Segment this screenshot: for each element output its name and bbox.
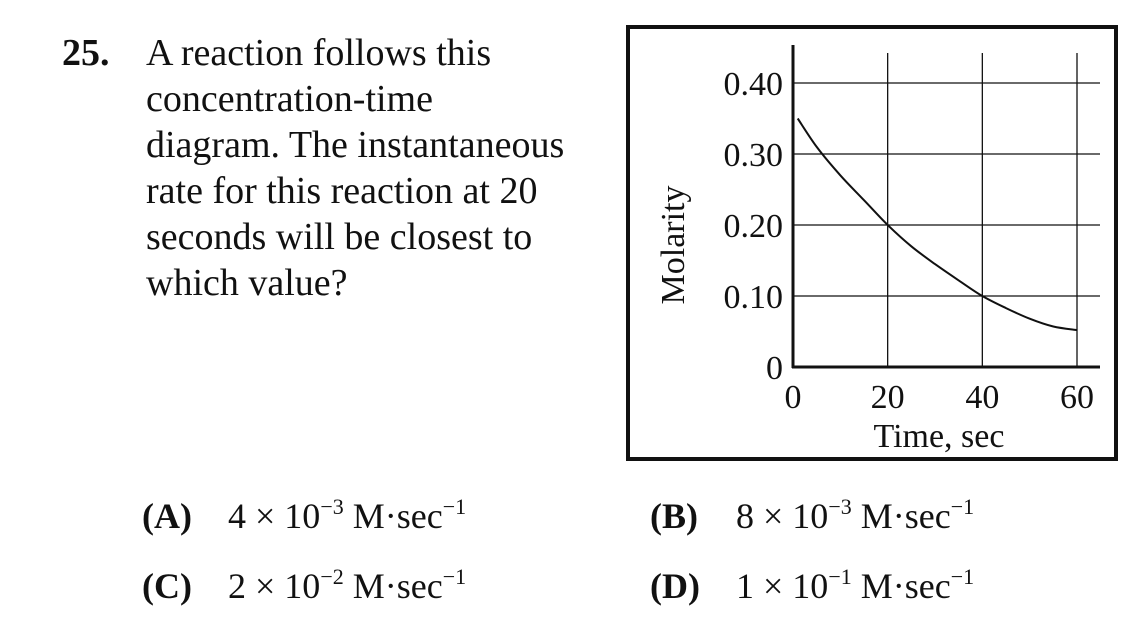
choice-coefficient: 1 × 10 bbox=[736, 566, 829, 606]
choice-unit-exponent: −1 bbox=[442, 494, 467, 519]
y-tick-label: 0.10 bbox=[723, 279, 783, 316]
y-axis-title: Molarity bbox=[655, 185, 692, 305]
choice-unit-exponent: −1 bbox=[950, 564, 975, 589]
x-tick-label: 60 bbox=[1060, 379, 1094, 416]
x-tick-label: 0 bbox=[784, 379, 802, 416]
x-axis-title: Time, sec bbox=[873, 418, 1005, 455]
choice-letter: (D) bbox=[650, 566, 700, 606]
concentration-time-chart bbox=[626, 25, 1118, 461]
choice-unit: M·sec bbox=[851, 566, 951, 606]
y-tick-label: 0.40 bbox=[723, 66, 783, 103]
question-stem bbox=[146, 30, 616, 306]
question-line: concentration-time bbox=[146, 78, 433, 120]
question-line: rate for this reaction at 20 bbox=[146, 170, 538, 212]
choice-unit: M·sec bbox=[343, 566, 443, 606]
choice-unit-exponent: −1 bbox=[950, 494, 975, 519]
choice-letter: (B) bbox=[650, 496, 698, 536]
choice-coefficient: 2 × 10 bbox=[228, 566, 321, 606]
choice-coefficient: 8 × 10 bbox=[736, 496, 829, 536]
x-tick-label: 40 bbox=[965, 379, 1000, 416]
question-line: A reaction follows this bbox=[146, 32, 492, 74]
question-line: seconds will be closest to bbox=[146, 216, 533, 258]
choice-d[interactable] bbox=[650, 564, 974, 608]
choice-unit: M·sec bbox=[851, 496, 951, 536]
choice-c[interactable] bbox=[142, 564, 466, 608]
question-line: diagram. The instantaneous bbox=[146, 124, 565, 166]
choice-exponent: −2 bbox=[320, 564, 344, 589]
x-tick-label: 20 bbox=[870, 379, 905, 416]
choice-exponent: −3 bbox=[828, 494, 852, 519]
choice-a[interactable] bbox=[142, 494, 466, 538]
choice-b[interactable] bbox=[650, 494, 974, 538]
choice-exponent: −1 bbox=[828, 564, 852, 589]
choice-letter: (A) bbox=[142, 496, 192, 536]
choice-unit-exponent: −1 bbox=[442, 564, 467, 589]
choice-coefficient: 4 × 10 bbox=[228, 496, 321, 536]
question-line: which value? bbox=[146, 262, 348, 304]
choice-unit: M·sec bbox=[343, 496, 443, 536]
choice-letter: (C) bbox=[142, 566, 192, 606]
choice-exponent: −3 bbox=[320, 494, 344, 519]
y-tick-label: 0.30 bbox=[723, 137, 783, 174]
question-number: 25. bbox=[62, 32, 110, 74]
y-tick-label: 0 bbox=[766, 350, 783, 387]
concentration-curve bbox=[798, 119, 1077, 331]
y-tick-label: 0.20 bbox=[723, 208, 783, 245]
